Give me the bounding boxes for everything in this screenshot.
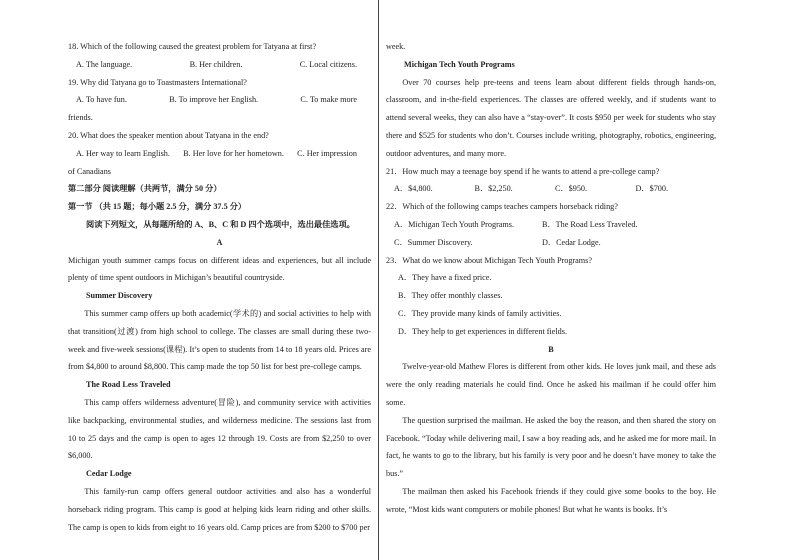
question-20-option-continued: of Canadians <box>68 166 111 176</box>
question-19-options <box>68 91 371 109</box>
option-c: C．$950. <box>555 184 588 194</box>
passage-b-label: B <box>548 344 554 354</box>
question-19: 19. Why did Tatyana go to Toastmasters International? <box>68 77 247 87</box>
option-a: A．Michigan Tech Youth Programs. <box>394 219 515 229</box>
option-d: D．Cedar Lodge. <box>542 237 601 247</box>
passage-b-paragraph-3: The mailman then asked his Facebook friends if they could give some books to the boy. He wrote, “Most kids want computers or mobile phones! But what he wants is books. It’s <box>386 486 716 514</box>
option-b: B. Her children. <box>189 59 243 69</box>
left-column <box>68 38 371 536</box>
passage-a-intro: Michigan youth summer camps focus on different ideas and experiences, but all include plenty of time spent outdoors in Michigan’s beautiful countryside. <box>68 255 371 283</box>
option-c: C. To make more <box>300 95 357 105</box>
question-22-options-row1 <box>386 216 716 234</box>
michigan-tech-heading: Michigan Tech Youth Programs <box>404 59 515 69</box>
option-b: B．$2,250. <box>474 184 513 194</box>
option-a: A. The language. <box>76 59 133 69</box>
option-a: A. To have fun. <box>76 95 127 105</box>
summer-discovery-text: This summer camp offers up both academic(学术的) and social activities to help with that transition(过渡) from high school to college. The classes are small during these two-week and five-week sessions(课程). It’s open to students from 14 to 18 years old. Prices are from $4,800 to around $8,800. This camp made the top 50 list for best pre-college camps. <box>68 308 371 372</box>
question-18: 18. Which of the following caused the greatest problem for Tatyana at first? <box>68 42 317 51</box>
reading-instruction: 阅读下列短文，从每题所给的 A、B、C 和 D 四个选项中，选出最佳选项。 <box>86 219 355 229</box>
option-a: A．$4,800. <box>394 184 433 194</box>
question-21-options <box>386 180 716 198</box>
question-20: 20. What does the speaker mention about Tatyana in the end? <box>68 130 269 140</box>
column-divider <box>378 0 379 560</box>
option-c: C. Her impression <box>297 148 357 158</box>
road-less-traveled-heading: The Road Less Traveled <box>86 380 171 390</box>
question-20-options <box>68 145 371 163</box>
option-c: C．They provide many kinds of family activities. <box>398 308 562 318</box>
option-d: D．They help to get experiences in different fields. <box>398 326 567 336</box>
passage-b-paragraph-2: The question surprised the mailman. He asked the boy the reason, and then shared the story on Facebook. “Today while delivering mail, I saw a boy reading ads, and he asked me for more mail. In fact, he wants to go to the library, but his family is very poor and he doesn’t have money to take the bus.” <box>386 415 716 479</box>
option-b: B．They offer monthly classes. <box>398 291 503 301</box>
summer-discovery-heading: Summer Discovery <box>86 291 153 301</box>
cedar-lodge-text: This family-run camp offers general outdoor activities and also has a wonderful horseback riding program. This camp is good at helping kids learn riding and other skills. The camp is open to kids from eight to 16 years old. Camp prices are from $200 to $700 per <box>68 486 371 532</box>
question-19-option-continued: friends. <box>68 113 93 123</box>
right-column <box>386 38 716 519</box>
question-22-options-row2 <box>386 234 716 252</box>
section-one-heading: 第一节 （共 15 题；每小题 2.5 分，满分 37.5 分） <box>68 202 247 212</box>
option-c: C. Local citizens. <box>299 59 357 69</box>
option-b: B．The Road Less Traveled. <box>542 219 638 229</box>
passage-a-label: A <box>216 237 223 247</box>
option-b: B. Her love for her hometown. <box>183 148 284 158</box>
option-d: D．$700. <box>635 184 669 194</box>
question-22: 22．Which of the following camps teaches campers horseback riding? <box>386 202 618 212</box>
question-23: 23．What do we know about Michigan Tech Youth Programs? <box>386 255 592 265</box>
option-c: C．Summer Discovery. <box>394 237 473 247</box>
question-18-options <box>68 56 371 74</box>
option-b: B. To improve her English. <box>169 95 259 105</box>
cedar-lodge-text-continued: week. <box>386 42 406 51</box>
option-a: A．They have a fixed price. <box>398 273 492 283</box>
michigan-tech-text: Over 70 courses help pre-teens and teens learn about different fields through hands-on, classroom, and in-the-field experiences. The classes are offered weekly, and if students want to attend several weeks, they can also have a “stay-over”. It costs $950 per week for students who stay there and $525 for students who don’t. Courses include writing, photography, robotics, engineering, outdoor adventures, and many more. <box>386 77 716 158</box>
road-less-traveled-text: This camp offers wilderness adventure(冒险), and community service with activities like backpacking, environmental studies, and wilderness medicine. The sessions last from 10 to 25 days and the camp is open to ages 12 through 19. Costs are from $2,250 to over $6,000. <box>68 397 371 461</box>
option-a: A. Her way to learn English. <box>76 148 170 158</box>
part-two-heading: 第二部分 阅读理解（共两节，满分 50 分） <box>68 184 222 194</box>
cedar-lodge-heading: Cedar Lodge <box>86 469 132 479</box>
question-21: 21．How much may a teenage boy spend if he wants to attend a pre-college camp? <box>386 166 660 176</box>
passage-b-paragraph-1: Twelve-year-old Mathew Flores is different from other kids. He loves junk mail, and these ads were the only reading materials he could find. Once he asked his mailman if he could offer him some. <box>386 362 716 407</box>
